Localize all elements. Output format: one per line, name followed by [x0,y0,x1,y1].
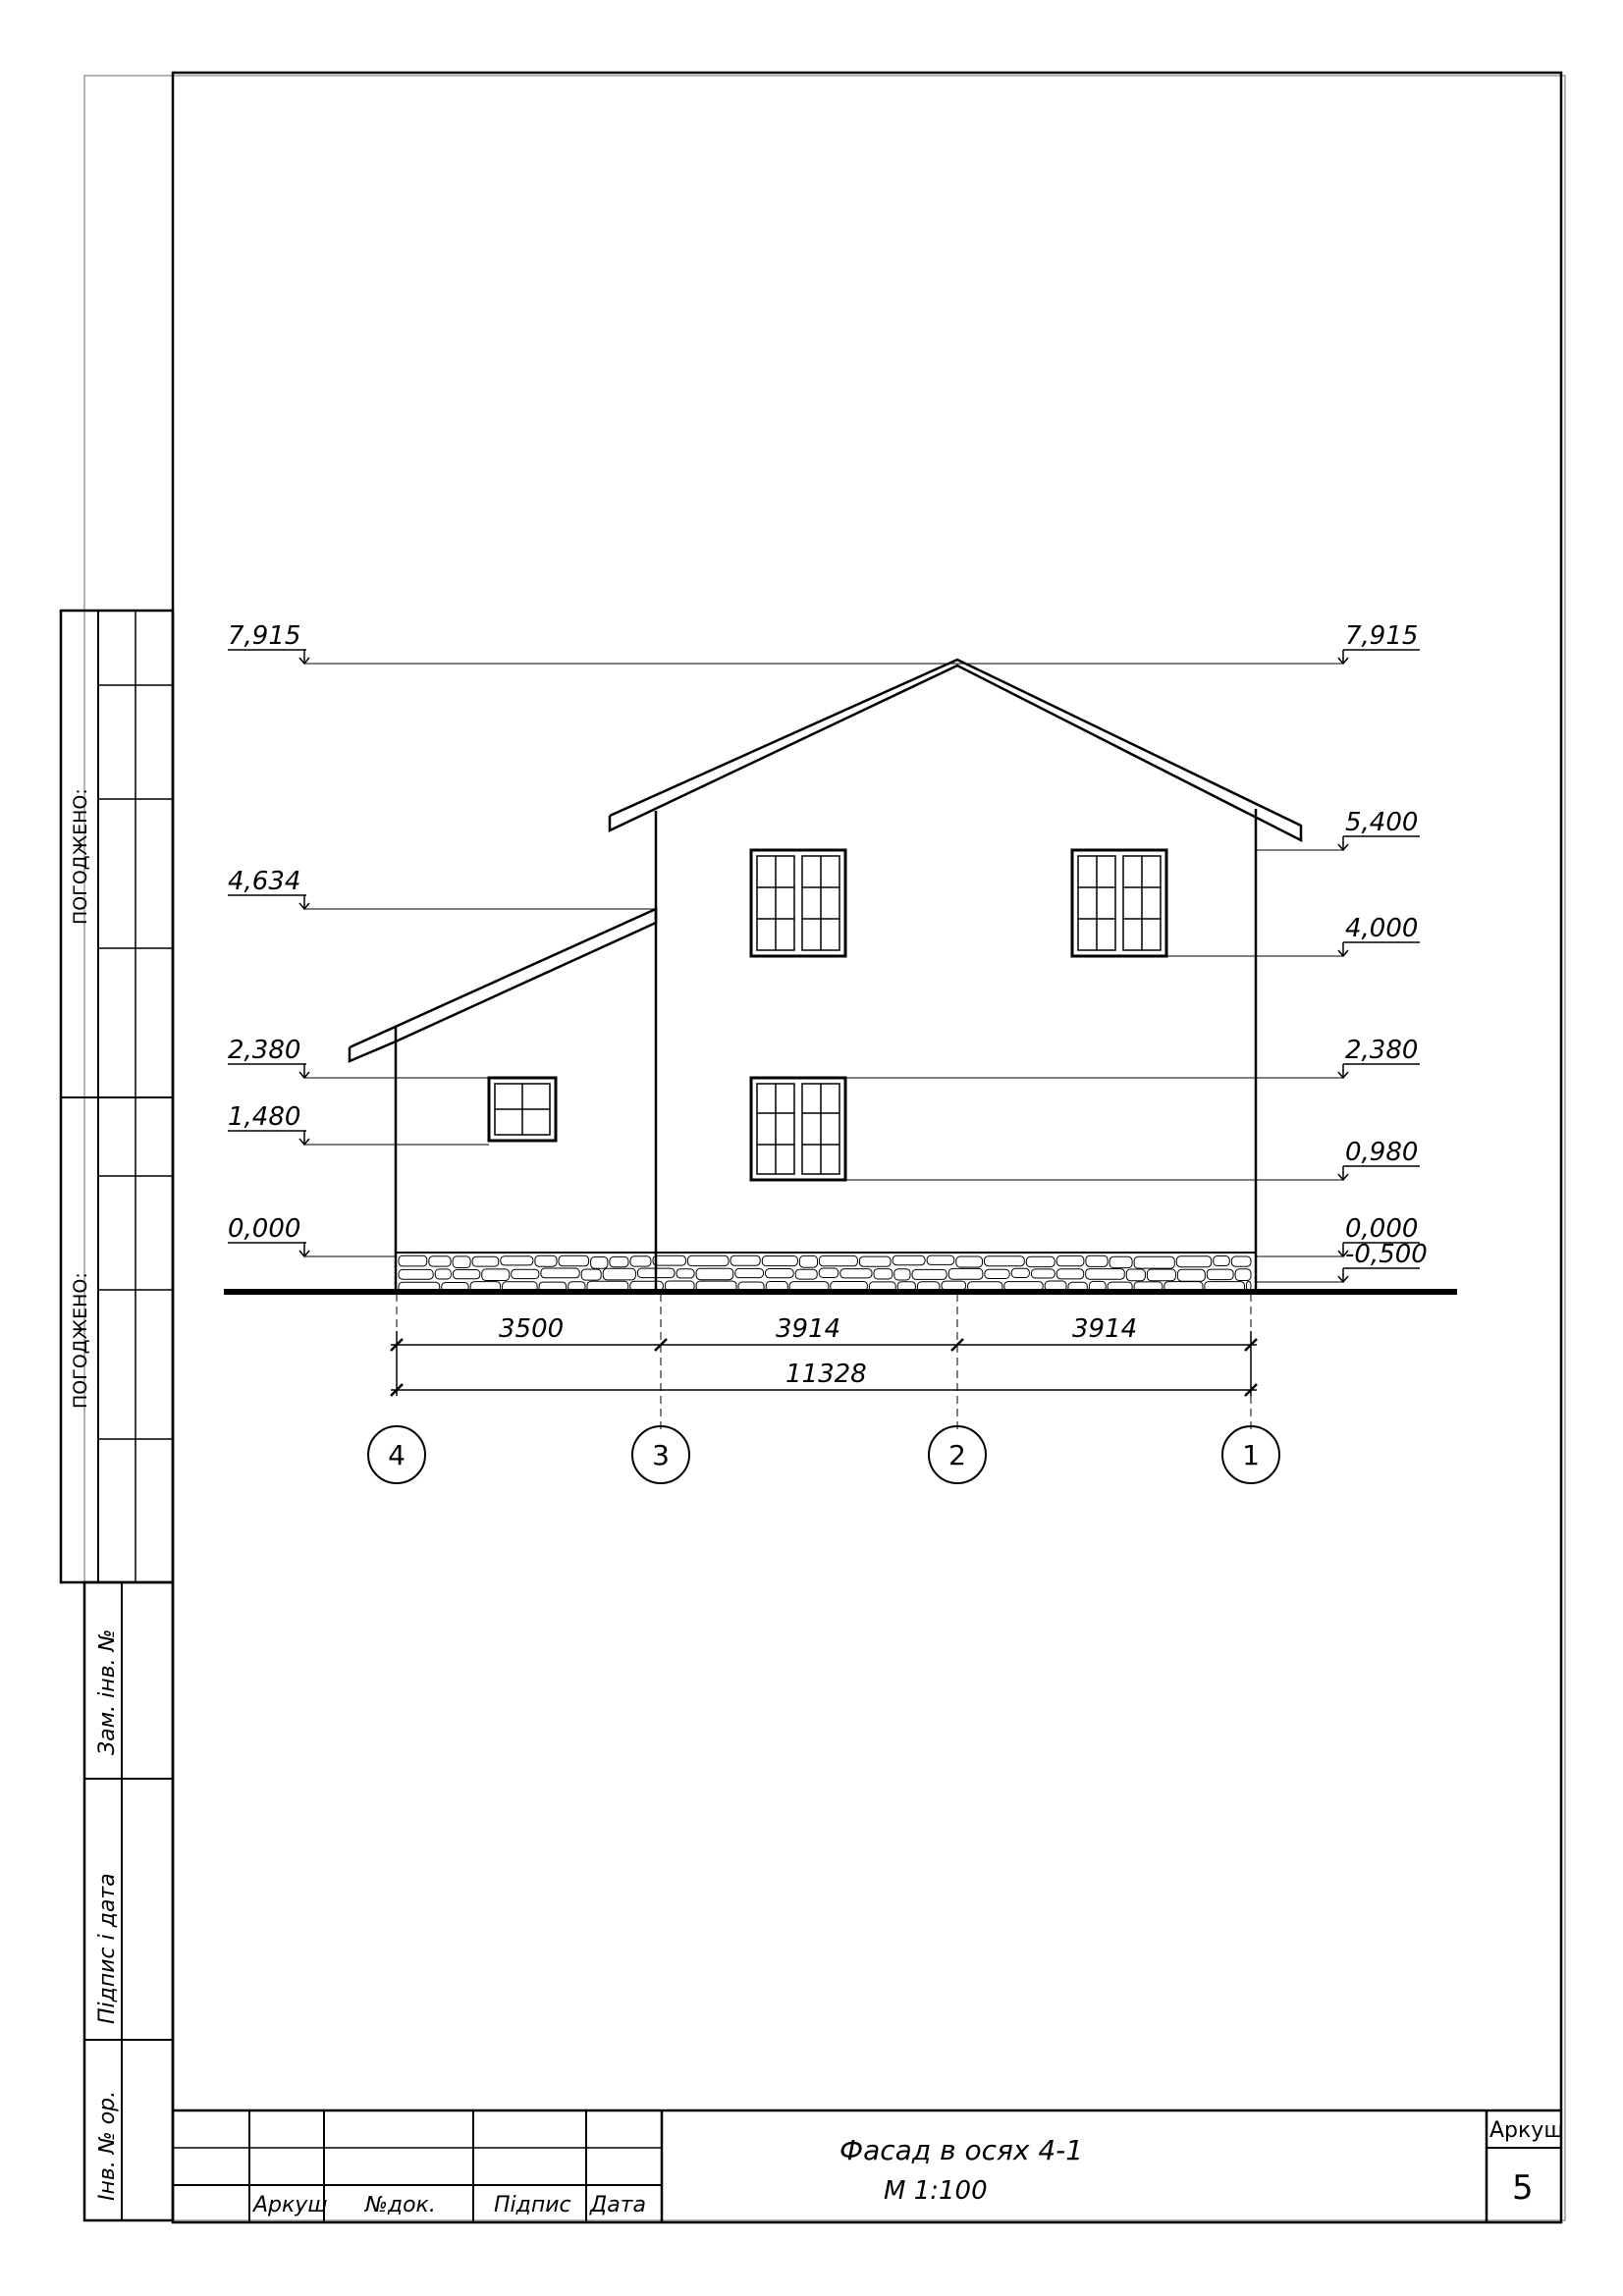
dimension-total: 11328 [785,1360,867,1389]
elevation-label: 4,634 [228,867,301,896]
stamp-inventory-original: Інв. № ор. [95,2090,120,2201]
drawing-title: Фасад в осях 4-1 [839,2134,1084,2166]
sheet-label: Аркуш [1489,2118,1564,2143]
col-doc-label: №док. [365,2193,436,2217]
elevation-label: 0,000 [1345,1214,1419,1244]
elevation-label: 0,000 [228,1214,301,1244]
elevation-label: 2,380 [1345,1036,1419,1065]
dimension-span-2-1: 3914 [1072,1314,1138,1344]
dimension-span-4-3: 3500 [499,1314,565,1344]
svg-text:2: 2 [948,1439,966,1471]
elevation-label: 7,915 [1345,621,1419,651]
stamp-agreed-lower: ПОГОДЖЕНО: [70,1272,91,1409]
svg-text:1: 1 [1242,1439,1260,1471]
elevation-label: 2,380 [228,1036,301,1065]
stamp-replaced-inventory: Зам. інв. № [95,1629,120,1755]
col-sign-label: Підпис [494,2193,571,2217]
elevation-label: 1,480 [228,1102,301,1132]
elevation-label: 0,980 [1345,1138,1419,1167]
svg-text:4: 4 [388,1439,406,1471]
elevation-label: 4,000 [1345,914,1419,943]
stamp-signature-date: Підпис і дата [95,1873,120,2024]
svg-text:3: 3 [652,1439,670,1471]
elevation-label: 5,400 [1345,808,1419,837]
drawing-scale: М 1:100 [884,2176,988,2206]
elevation-label: 7,915 [228,621,301,651]
sheet-number: 5 [1512,2168,1534,2208]
stamp-agreed-upper: ПОГОДЖЕНО: [70,788,91,925]
dimension-span-3-2: 3914 [776,1314,841,1344]
col-sheet-label: Аркуш [253,2193,328,2217]
col-date-label: Дата [590,2193,646,2217]
elevation-label: -0,500 [1345,1240,1428,1269]
